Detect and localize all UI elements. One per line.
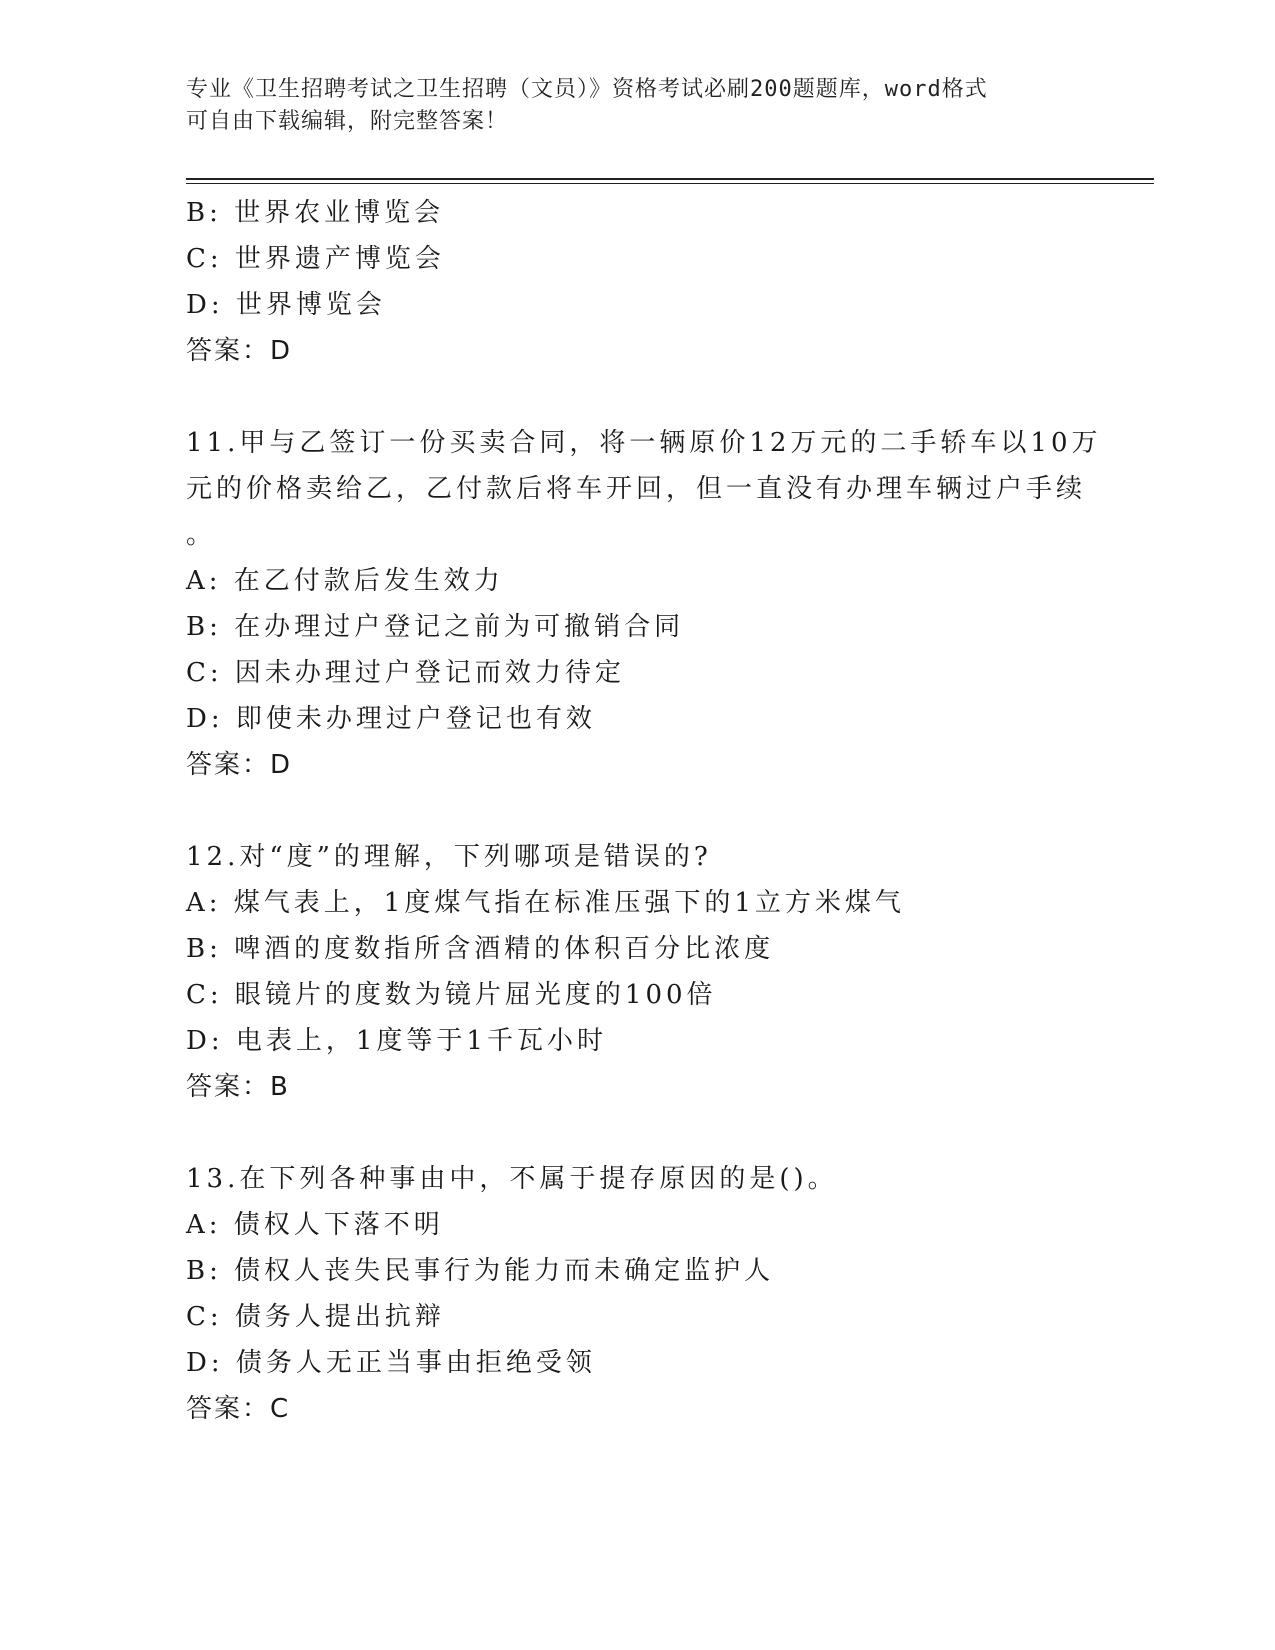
option-line: C: 债务人提出抗辩 — [186, 1302, 445, 1332]
header-divider-thin — [186, 183, 1154, 184]
option-line: D: 即使未办理过户登记也有效 — [186, 704, 596, 734]
answer-line: 答案：C — [186, 1394, 291, 1424]
header-line-2: 可自由下载编辑，附完整答案！ — [186, 109, 509, 134]
option-line: A: 债权人下落不明 — [186, 1210, 444, 1240]
question-text-line: 11.甲与乙签订一份买卖合同，将一辆原价12万元的二手轿车以10万 — [186, 428, 1102, 458]
option-line: B: 世界农业博览会 — [186, 198, 445, 228]
option-line: C: 世界遗产博览会 — [186, 244, 445, 274]
option-line: B: 啤酒的度数指所含酒精的体积百分比浓度 — [186, 934, 775, 964]
question-content — [186, 190, 1102, 1478]
question-block-11 — [186, 420, 1102, 788]
document-header — [186, 74, 1086, 138]
option-line: C: 眼镜片的度数为镜片屈光度的100倍 — [186, 980, 717, 1010]
question-text-line: 元的价格卖给乙，乙付款后将车开回，但一直没有办理车辆过户手续 — [186, 474, 1087, 504]
question-text-line: 12.对“度”的理解，下列哪项是错误的? — [186, 842, 712, 872]
option-line: C: 因未办理过户登记而效力待定 — [186, 658, 625, 688]
option-line: A: 煤气表上，1度煤气指在标准压强下的1立方米煤气 — [186, 888, 905, 918]
answer-line: 答案：D — [186, 336, 293, 366]
question-block-13 — [186, 1156, 1086, 1432]
option-line: D: 电表上，1度等于1千瓦小时 — [186, 1026, 607, 1056]
question-text-line: 。 — [186, 520, 217, 550]
answer-line: 答案：B — [186, 1072, 290, 1102]
answer-line: 答案：D — [186, 750, 293, 780]
question-block-12 — [186, 834, 1086, 1110]
option-line: A: 在乙付款后发生效力 — [186, 566, 504, 596]
option-line: B: 在办理过户登记之前为可撤销合同 — [186, 612, 685, 642]
question-text-line: 13.在下列各种事由中，不属于提存原因的是()。 — [186, 1164, 838, 1194]
option-line: D: 债务人无正当事由拒绝受领 — [186, 1348, 596, 1378]
option-line: D: 世界博览会 — [186, 290, 386, 320]
previous-question-block — [186, 190, 1086, 374]
header-divider-thick — [186, 178, 1154, 180]
option-line: B: 债权人丧失民事行为能力而未确定监护人 — [186, 1256, 775, 1286]
header-line-1: 专业《卫生招聘考试之卫生招聘（文员）》资格考试必刷200题题库，word格式 — [186, 77, 988, 102]
